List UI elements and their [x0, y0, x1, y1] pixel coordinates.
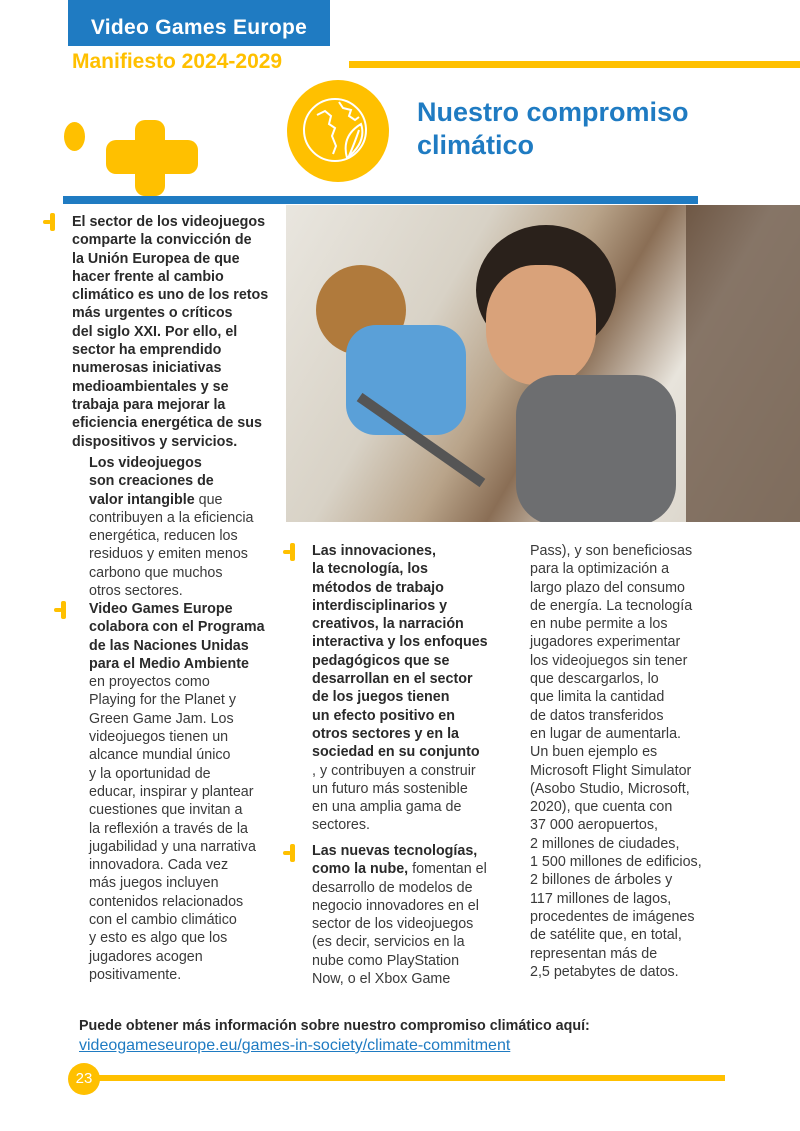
- brand-label: Video Games Europe: [68, 0, 330, 46]
- col3-paragraph: Pass), y son beneficiosas para la optimización a largo plazo del consumo de energía. La tecnología en nube permite a los jugadores experimentar los videojuegos sin tener que descargarlos, lo que limita la cantidad de datos transferidos en lugar de aumentarla. Un buen ejemplo es Microsoft Flight Simulator (Asobo Studio, Microsoft, 2020), que cuenta con 37 000 aeropuertos, 2 millones de ciudades, 1 500 millones de edificios, 2 billones de árboles y 117 millones de lagos, procedentes de imágenes de satélite que, en total, representan más de 2,5 petabytes de datos.: [530, 543, 702, 980]
- bottom-divider: [98, 1075, 725, 1081]
- climate-commitment-link[interactable]: videogameseurope.eu/games-in-society/climate-commitment: [79, 1037, 511, 1054]
- col1-paragraph2: [89, 600, 294, 984]
- emphasis: Las nuevas tecnologías, como la nube,: [312, 843, 478, 878]
- classroom-photo: [286, 205, 800, 522]
- emphasis: Las innovaciones, la tecnología, los métodos de trabajo interdisciplinarios y creativos, la narración interactiva y los enfoques pedagógicos que se desarrollan en el sector de los juegos tienen un efecto positivo en otros sectores y en la sociedad en su conjunto: [312, 543, 488, 761]
- footer: [79, 1016, 590, 1056]
- bullet-marker: [290, 844, 295, 862]
- blue-divider: [63, 196, 698, 204]
- manifesto-heading: Manifiesto 2024-2029: [72, 50, 283, 73]
- page-title: Nuestro compromiso climático: [417, 97, 689, 160]
- emphasis: Video Games Europe colabora con el Programa de las Naciones Unidas para el Medio Ambiente: [89, 601, 265, 672]
- decorative-plus-horizontal: [106, 140, 198, 174]
- foreground-person: [686, 205, 800, 522]
- boy-shirt: [516, 375, 676, 522]
- child-shirt: [346, 325, 466, 435]
- decorative-dot: [64, 122, 85, 151]
- col1-paragraph1: [89, 454, 289, 600]
- page-number: 23: [68, 1063, 100, 1095]
- body-text: , y contribuyen a construir un futuro más sostenible en una amplia gama de sectores.: [312, 762, 476, 834]
- bullet-marker: [50, 213, 55, 231]
- col2-paragraph1: [312, 542, 517, 835]
- col2-paragraph2: [312, 842, 517, 988]
- emphasis: Los videojuegos son creaciones de valor intangible: [89, 455, 214, 508]
- bullet-marker: [61, 601, 66, 619]
- top-divider: [349, 61, 800, 68]
- body-text: en proyectos como Playing for the Planet y Green Game Jam. Los videojuegos tienen un alcance mundial único y la oportunidad de educar, inspirar y plantear cuestiones que invitan a la reflexión a través de la jugabilidad y una narrativa innovadora. Cada vez más juegos incluyen contenidos relacionados con el cambio climático y esto es algo que los jugadores acogen positivamente.: [89, 674, 256, 983]
- boy-face: [486, 265, 596, 385]
- body-text: que contribuyen a la eficiencia energética, reducen los residuos y emiten menos carbono que muchos otros sectores.: [89, 491, 254, 600]
- body-text: fomentan el desarrollo de modelos de negocio innovadores en el sector de los videojuegos (es decir, servicios en la nube como PlayStation Now, o el Xbox Game: [312, 861, 487, 988]
- footer-text: Puede obtener más información sobre nuestro compromiso climático aquí:: [79, 1018, 590, 1034]
- bullet-marker: [290, 543, 295, 561]
- intro-text: El sector de los videojuegos comparte la convicción de la Unión Europea de que hacer frente al cambio climático es uno de los retos más urgentes o críticos del siglo XXI. Por ello, el sector ha emprendido numerosas iniciativas medioambientales y se trabaja para mejorar la eficiencia energética de sus dispositivos y servicios.: [72, 214, 269, 450]
- globe-leaf-icon: [287, 80, 389, 182]
